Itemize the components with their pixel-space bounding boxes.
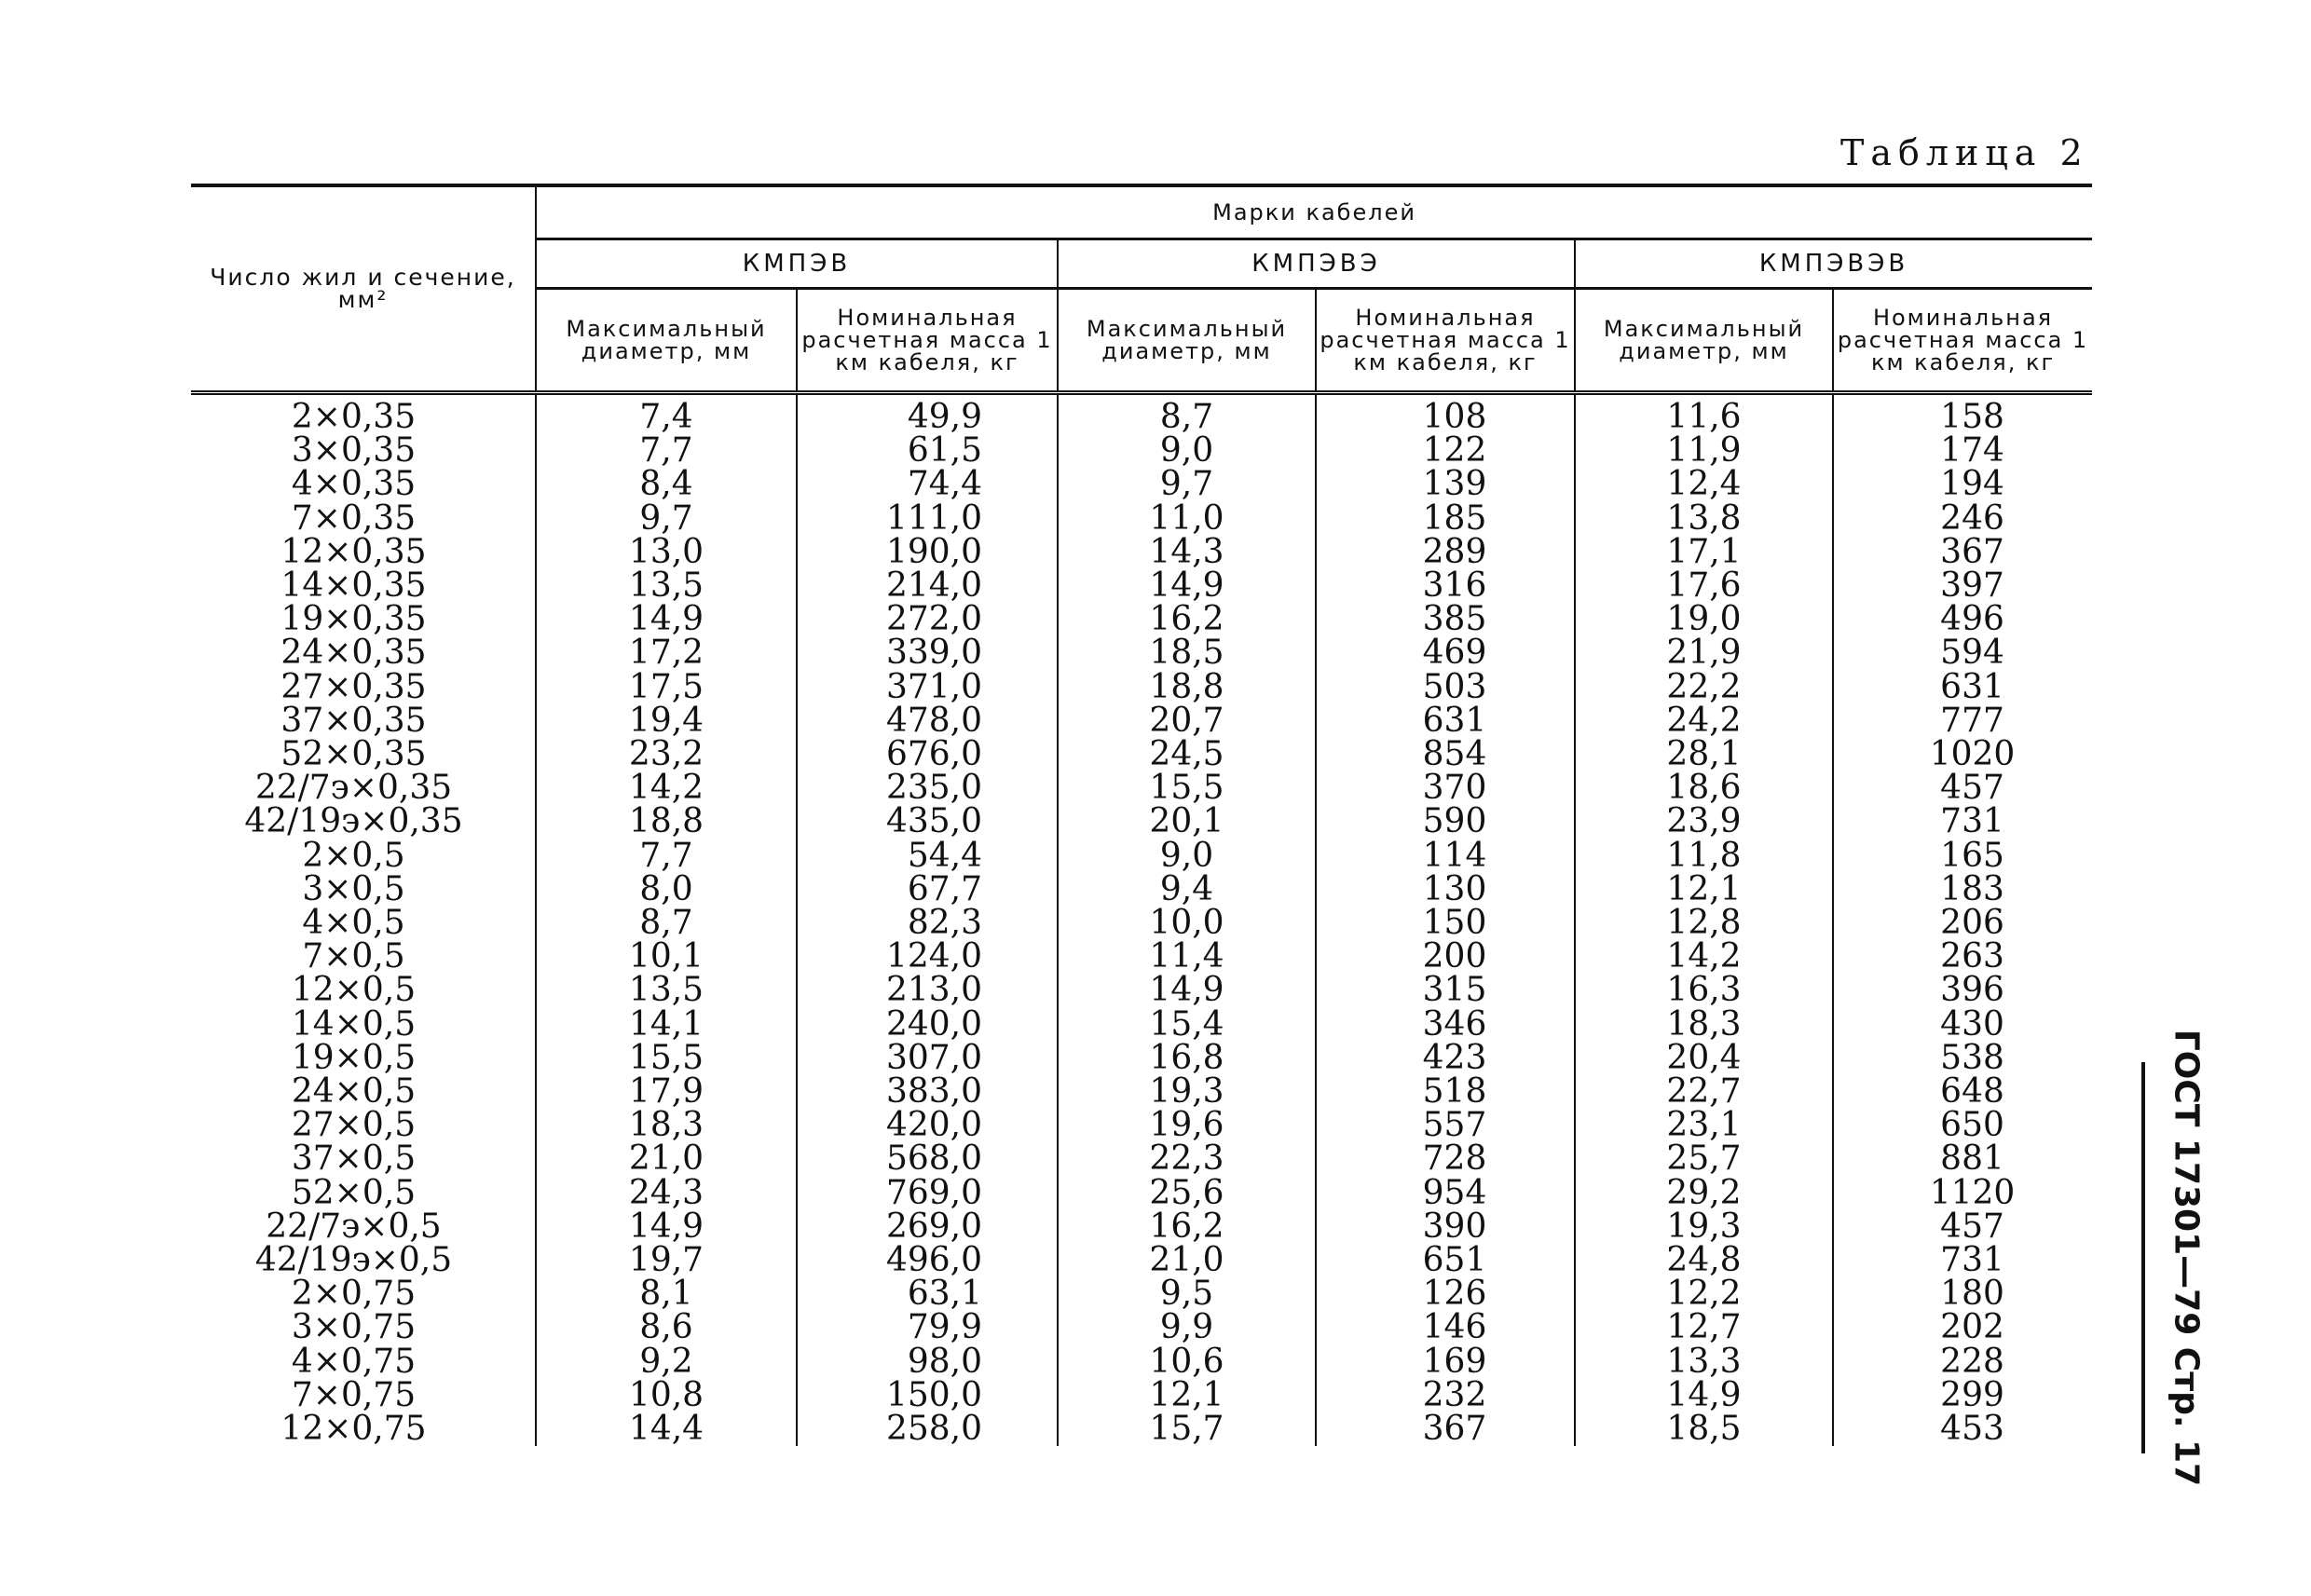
cell-kmpevev-mass: 538 <box>1940 1038 2004 1077</box>
cell-core-section: 27×0,5 <box>191 1109 536 1142</box>
cell-kmpevev-diameter: 11,6 <box>1575 393 1833 435</box>
cell-kmpeve-diameter: 20,1 <box>1058 805 1316 839</box>
cell-core-section: 3×0,5 <box>191 873 536 907</box>
cable-data-table <box>191 184 2092 1449</box>
cell-kmpev-diameter: 14,9 <box>536 1210 797 1244</box>
cell-core-section: 3×0,35 <box>191 434 536 468</box>
table-row <box>191 502 2092 536</box>
cell-kmpeve-diameter: 19,6 <box>1058 1109 1316 1142</box>
cell-core-section: 42/19э×0,5 <box>191 1244 536 1277</box>
cell-core-section: 52×0,35 <box>191 738 536 771</box>
cell-kmpev-mass: 371,0 <box>797 671 1058 704</box>
cell-core-section: 4×0,75 <box>191 1345 536 1379</box>
cell-kmpev-mass: 190,0 <box>797 536 1058 569</box>
cell-kmpeve-mass: 728 <box>1316 1142 1575 1176</box>
cell-kmpeve-diameter: 24,5 <box>1058 738 1316 771</box>
cell-core-section: 4×0,35 <box>191 468 536 501</box>
cell-kmpeve-mass: 590 <box>1316 805 1575 839</box>
cell-kmpevev-diameter: 29,2 <box>1575 1177 1833 1210</box>
cell-kmpeve-diameter: 10,0 <box>1058 907 1316 940</box>
table-row <box>191 873 2092 907</box>
cell-kmpeve-diameter: 14,3 <box>1058 536 1316 569</box>
cell-kmpeve-mass: 232 <box>1316 1379 1575 1412</box>
cell-kmpev-diameter: 17,5 <box>536 671 797 704</box>
cell-kmpev-diameter: 23,2 <box>536 738 797 771</box>
table-row <box>191 1412 2092 1446</box>
cell-core-section: 19×0,35 <box>191 603 536 636</box>
cell-kmpevev-mass: 180 <box>1940 1275 2004 1314</box>
cell-kmpevev-mass: 367 <box>1940 532 2004 571</box>
table-row <box>191 771 2092 805</box>
cell-kmpev-mass: 269,0 <box>797 1210 1058 1244</box>
table-row <box>191 536 2092 569</box>
cell-kmpevev-mass: 731 <box>1940 1241 2004 1280</box>
cell-kmpev-diameter: 14,4 <box>536 1412 797 1446</box>
cell-kmpev-mass: 235,0 <box>797 771 1058 805</box>
cell-kmpevev-diameter: 13,3 <box>1575 1345 1833 1379</box>
header-nominal-mass: Номинальная расчетная масса 1 км кабеля, кг <box>797 289 1058 393</box>
cell-core-section: 24×0,35 <box>191 636 536 670</box>
cell-kmpevev-diameter: 28,1 <box>1575 738 1833 771</box>
cell-kmpev-diameter: 13,5 <box>536 569 797 603</box>
cell-kmpevev-diameter: 14,9 <box>1575 1379 1833 1412</box>
cell-kmpeve-diameter: 11,0 <box>1058 502 1316 536</box>
cell-core-section: 52×0,5 <box>191 1177 536 1210</box>
cell-kmpeve-mass: 518 <box>1316 1075 1575 1109</box>
cell-kmpeve-diameter: 12,1 <box>1058 1379 1316 1412</box>
cell-kmpeve-diameter: 11,4 <box>1058 940 1316 974</box>
cell-core-section: 14×0,35 <box>191 569 536 603</box>
cell-kmpevev-diameter: 19,0 <box>1575 603 1833 636</box>
table-row <box>191 569 2092 603</box>
table-row <box>191 1177 2092 1210</box>
cell-core-section: 27×0,35 <box>191 671 536 704</box>
cell-kmpeve-mass: 146 <box>1316 1311 1575 1344</box>
cell-kmpev-diameter: 9,2 <box>536 1345 797 1379</box>
cell-kmpevev-mass: 1020 <box>1929 735 2016 774</box>
cell-kmpev-diameter: 10,8 <box>536 1379 797 1412</box>
cell-kmpev-diameter: 24,3 <box>536 1177 797 1210</box>
cell-core-section: 4×0,5 <box>191 907 536 940</box>
cell-kmpevev-mass: 228 <box>1940 1342 2004 1381</box>
cell-kmpev-mass: 339,0 <box>797 636 1058 670</box>
cell-core-section: 3×0,75 <box>191 1311 536 1344</box>
cell-kmpeve-mass: 503 <box>1316 671 1575 704</box>
cell-kmpev-mass: 54,4 <box>797 839 1058 873</box>
table-row <box>191 1244 2092 1277</box>
cell-kmpevev-mass: 496 <box>1940 600 2004 639</box>
cell-kmpevev-diameter: 18,6 <box>1575 771 1833 805</box>
cell-kmpev-mass: 272,0 <box>797 603 1058 636</box>
table-row <box>191 603 2092 636</box>
cell-kmpevev-mass: 777 <box>1940 701 2004 740</box>
cell-kmpevev-diameter: 17,1 <box>1575 536 1833 569</box>
cell-core-section: 2×0,35 <box>191 393 536 435</box>
cell-kmpevev-diameter: 18,5 <box>1575 1412 1833 1446</box>
cell-kmpeve-mass: 469 <box>1316 636 1575 670</box>
cell-kmpeve-diameter: 15,5 <box>1058 771 1316 805</box>
cell-kmpeve-mass: 114 <box>1316 839 1575 873</box>
cell-kmpevev-mass: 299 <box>1940 1375 2004 1414</box>
cell-kmpeve-mass: 200 <box>1316 940 1575 974</box>
cell-kmpevev-diameter: 21,9 <box>1575 636 1833 670</box>
cell-core-section: 7×0,35 <box>191 502 536 536</box>
cell-kmpev-diameter: 13,0 <box>536 536 797 569</box>
cell-kmpev-diameter: 18,3 <box>536 1109 797 1142</box>
cell-kmpev-diameter: 15,5 <box>536 1042 797 1075</box>
cell-kmpeve-diameter: 9,9 <box>1058 1311 1316 1344</box>
cell-kmpeve-mass: 130 <box>1316 873 1575 907</box>
cell-kmpev-diameter: 9,7 <box>536 502 797 536</box>
cell-kmpeve-mass: 139 <box>1316 468 1575 501</box>
cell-kmpev-mass: 214,0 <box>797 569 1058 603</box>
cell-kmpevev-mass: 650 <box>1940 1106 2004 1145</box>
cell-kmpev-mass: 420,0 <box>797 1109 1058 1142</box>
table-body <box>191 393 2092 1447</box>
cell-core-section: 12×0,75 <box>191 1412 536 1446</box>
cell-kmpev-mass: 258,0 <box>797 1412 1058 1446</box>
table-row <box>191 1008 2092 1042</box>
cell-core-section: 7×0,75 <box>191 1379 536 1412</box>
cell-kmpevev-diameter: 17,6 <box>1575 569 1833 603</box>
cell-kmpeve-mass: 385 <box>1316 603 1575 636</box>
cell-kmpeve-diameter: 16,2 <box>1058 603 1316 636</box>
cell-kmpeve-diameter: 8,7 <box>1058 393 1316 435</box>
cell-core-section: 24×0,5 <box>191 1075 536 1109</box>
cell-kmpeve-diameter: 19,3 <box>1058 1075 1316 1109</box>
cell-kmpev-mass: 79,9 <box>797 1311 1058 1344</box>
table-caption: Таблица 2 <box>1840 132 2089 173</box>
cell-core-section: 14×0,5 <box>191 1008 536 1042</box>
cell-kmpev-mass: 676,0 <box>797 738 1058 771</box>
cell-kmpeve-mass: 631 <box>1316 704 1575 738</box>
cell-kmpeve-mass: 169 <box>1316 1345 1575 1379</box>
cell-kmpevev-mass: 648 <box>1940 1072 2004 1112</box>
header-nominal-mass: Номинальная расчетная масса 1 км кабеля, кг <box>1316 289 1575 393</box>
cell-kmpevev-mass: 631 <box>1940 667 2004 706</box>
cell-kmpevev-diameter: 25,7 <box>1575 1142 1833 1176</box>
cell-kmpevev-diameter: 12,7 <box>1575 1311 1833 1344</box>
table-row <box>191 1345 2092 1379</box>
table-row <box>191 974 2092 1007</box>
cell-kmpevev-diameter: 16,3 <box>1575 974 1833 1007</box>
cell-kmpevev-diameter: 24,8 <box>1575 1244 1833 1277</box>
cell-kmpev-mass: 49,9 <box>797 393 1058 435</box>
table-row <box>191 1311 2092 1344</box>
cell-core-section: 37×0,5 <box>191 1142 536 1176</box>
cell-kmpev-mass: 67,7 <box>797 873 1058 907</box>
table-row <box>191 1142 2092 1176</box>
cell-kmpev-diameter: 17,9 <box>536 1075 797 1109</box>
cell-kmpevev-diameter: 22,2 <box>1575 671 1833 704</box>
cell-kmpevev-mass: 1120 <box>1929 1173 2016 1212</box>
cell-kmpevev-diameter: 14,2 <box>1575 940 1833 974</box>
cell-kmpevev-mass: 881 <box>1940 1139 2004 1179</box>
cell-kmpev-mass: 568,0 <box>797 1142 1058 1176</box>
cell-kmpeve-diameter: 18,8 <box>1058 671 1316 704</box>
cell-kmpev-diameter: 19,7 <box>536 1244 797 1277</box>
table-row <box>191 1210 2092 1244</box>
table-row <box>191 1042 2092 1075</box>
cell-kmpev-diameter: 8,7 <box>536 907 797 940</box>
cell-kmpev-diameter: 8,0 <box>536 873 797 907</box>
cell-kmpev-mass: 82,3 <box>797 907 1058 940</box>
cell-kmpeve-diameter: 9,7 <box>1058 468 1316 501</box>
cell-kmpev-mass: 63,1 <box>797 1277 1058 1311</box>
cell-kmpeve-mass: 651 <box>1316 1244 1575 1277</box>
cell-kmpeve-mass: 185 <box>1316 502 1575 536</box>
cell-kmpeve-diameter: 9,5 <box>1058 1277 1316 1311</box>
table-row <box>191 704 2092 738</box>
cell-kmpeve-mass: 954 <box>1316 1177 1575 1210</box>
cell-kmpeve-mass: 150 <box>1316 907 1575 940</box>
table-row <box>191 1109 2092 1142</box>
cell-kmpev-diameter: 8,1 <box>536 1277 797 1311</box>
header-brand-kmpevev: КМПЭВЭВ <box>1575 239 2092 289</box>
cell-kmpev-mass: 478,0 <box>797 704 1058 738</box>
cell-kmpeve-mass: 390 <box>1316 1210 1575 1244</box>
table-row <box>191 940 2092 974</box>
cell-kmpev-diameter: 7,4 <box>536 393 797 435</box>
gost-page-label: ГОСТ 17301—79 Стр. 17 <box>2167 1029 2206 1487</box>
cell-core-section: 12×0,5 <box>191 974 536 1007</box>
table-row <box>191 839 2092 873</box>
cell-kmpevev-diameter: 12,4 <box>1575 468 1833 501</box>
cell-core-section: 2×0,75 <box>191 1277 536 1311</box>
cell-core-section: 19×0,5 <box>191 1042 536 1075</box>
cell-kmpev-mass: 124,0 <box>797 940 1058 974</box>
cell-kmpeve-mass: 557 <box>1316 1109 1575 1142</box>
cell-core-section: 2×0,5 <box>191 839 536 873</box>
header-nominal-mass: Номинальная расчетная масса 1 км кабеля, кг <box>1833 289 2092 393</box>
table-row <box>191 671 2092 704</box>
cell-kmpevev-diameter: 23,9 <box>1575 805 1833 839</box>
cell-kmpevev-diameter: 12,1 <box>1575 873 1833 907</box>
cell-kmpeve-diameter: 9,0 <box>1058 434 1316 468</box>
header-max-diameter: Максимальный диаметр, мм <box>1575 289 1833 393</box>
cell-kmpev-mass: 769,0 <box>797 1177 1058 1210</box>
cell-core-section: 12×0,35 <box>191 536 536 569</box>
cell-kmpev-diameter: 7,7 <box>536 839 797 873</box>
cell-kmpev-mass: 307,0 <box>797 1042 1058 1075</box>
cell-kmpev-diameter: 17,2 <box>536 636 797 670</box>
cell-kmpeve-mass: 370 <box>1316 771 1575 805</box>
cell-kmpev-mass: 213,0 <box>797 974 1058 1007</box>
cell-kmpevev-mass: 731 <box>1940 802 2004 841</box>
cell-kmpeve-diameter: 16,2 <box>1058 1210 1316 1244</box>
cell-core-section: 22/7э×0,5 <box>191 1210 536 1244</box>
cell-kmpeve-mass: 108 <box>1316 393 1575 435</box>
cell-kmpevev-mass: 174 <box>1940 431 2004 471</box>
cell-kmpevev-diameter: 18,3 <box>1575 1008 1833 1042</box>
cell-kmpeve-diameter: 10,6 <box>1058 1345 1316 1379</box>
cell-kmpeve-mass: 346 <box>1316 1008 1575 1042</box>
cell-kmpev-diameter: 19,4 <box>536 704 797 738</box>
table-header <box>191 185 2092 393</box>
cell-kmpev-mass: 61,5 <box>797 434 1058 468</box>
cell-kmpevev-mass: 246 <box>1940 498 2004 538</box>
cell-kmpev-mass: 383,0 <box>797 1075 1058 1109</box>
cell-kmpev-diameter: 13,5 <box>536 974 797 1007</box>
header-brand-kmpeve: КМПЭВЭ <box>1058 239 1575 289</box>
cell-kmpev-diameter: 8,4 <box>536 468 797 501</box>
cell-kmpev-diameter: 18,8 <box>536 805 797 839</box>
cell-kmpevev-mass: 594 <box>1940 634 2004 673</box>
cell-kmpeve-diameter: 22,3 <box>1058 1142 1316 1176</box>
header-max-diameter: Максимальный диаметр, мм <box>1058 289 1316 393</box>
cell-kmpevev-mass: 202 <box>1940 1308 2004 1347</box>
cell-kmpevev-diameter: 11,9 <box>1575 434 1833 468</box>
cell-kmpevev-mass: 194 <box>1940 465 2004 504</box>
cell-kmpevev-diameter: 23,1 <box>1575 1109 1833 1142</box>
cell-core-section: 42/19э×0,35 <box>191 805 536 839</box>
cell-kmpeve-diameter: 15,7 <box>1058 1412 1316 1446</box>
cell-kmpevev-mass: 158 <box>1940 398 2004 436</box>
cell-kmpevev-mass: 165 <box>1940 836 2004 875</box>
header-brand-kmpev: КМПЭВ <box>536 239 1058 289</box>
cell-kmpevev-mass: 430 <box>1940 1004 2004 1044</box>
cell-kmpev-mass: 111,0 <box>797 502 1058 536</box>
cell-kmpev-mass: 435,0 <box>797 805 1058 839</box>
table-row <box>191 434 2092 468</box>
cell-kmpevev-diameter: 12,2 <box>1575 1277 1833 1311</box>
cell-core-section: 22/7э×0,35 <box>191 771 536 805</box>
header-max-diameter: Максимальный диаметр, мм <box>536 289 797 393</box>
cell-kmpevev-mass: 457 <box>1940 769 2004 808</box>
header-core-count: Число жил и сечение, мм² <box>191 185 536 393</box>
cell-kmpeve-mass: 367 <box>1316 1412 1575 1446</box>
cell-kmpeve-mass: 289 <box>1316 536 1575 569</box>
cell-kmpevev-diameter: 13,8 <box>1575 502 1833 536</box>
table-row <box>191 636 2092 670</box>
cell-kmpev-diameter: 14,1 <box>536 1008 797 1042</box>
cell-kmpev-diameter: 10,1 <box>536 940 797 974</box>
table-row <box>191 393 2092 435</box>
cell-kmpevev-mass: 396 <box>1940 971 2004 1010</box>
cell-kmpevev-mass: 453 <box>1940 1410 2004 1449</box>
cell-kmpeve-diameter: 9,0 <box>1058 839 1316 873</box>
cell-kmpeve-diameter: 21,0 <box>1058 1244 1316 1277</box>
header-cable-marks: Марки кабелей <box>536 185 2092 239</box>
cell-kmpev-mass: 496,0 <box>797 1244 1058 1277</box>
cell-kmpevev-mass: 183 <box>1940 869 2004 908</box>
cell-kmpeve-diameter: 9,4 <box>1058 873 1316 907</box>
table-row <box>191 1075 2092 1109</box>
table-row <box>191 738 2092 771</box>
cell-kmpev-diameter: 21,0 <box>536 1142 797 1176</box>
cell-kmpeve-mass: 122 <box>1316 434 1575 468</box>
table-row <box>191 805 2092 839</box>
cell-kmpeve-mass: 316 <box>1316 569 1575 603</box>
cell-kmpev-diameter: 8,6 <box>536 1311 797 1344</box>
table-row <box>191 907 2092 940</box>
cell-kmpevev-diameter: 12,8 <box>1575 907 1833 940</box>
cell-kmpeve-mass: 126 <box>1316 1277 1575 1311</box>
cell-kmpevev-diameter: 11,8 <box>1575 839 1833 873</box>
cell-kmpevev-diameter: 22,7 <box>1575 1075 1833 1109</box>
cell-kmpevev-diameter: 19,3 <box>1575 1210 1833 1244</box>
cell-kmpev-mass: 150,0 <box>797 1379 1058 1412</box>
cell-kmpev-diameter: 14,9 <box>536 603 797 636</box>
cell-kmpevev-mass: 206 <box>1940 904 2004 943</box>
cell-kmpev-mass: 74,4 <box>797 468 1058 501</box>
table-row <box>191 468 2092 501</box>
table-row <box>191 1379 2092 1412</box>
cell-kmpevev-diameter: 24,2 <box>1575 704 1833 738</box>
cell-kmpev-diameter: 7,7 <box>536 434 797 468</box>
cell-kmpeve-mass: 854 <box>1316 738 1575 771</box>
cell-kmpevev-mass: 457 <box>1940 1207 2004 1246</box>
cell-kmpeve-mass: 423 <box>1316 1042 1575 1075</box>
cell-kmpeve-diameter: 14,9 <box>1058 974 1316 1007</box>
cell-core-section: 7×0,5 <box>191 940 536 974</box>
cell-kmpevev-mass: 397 <box>1940 566 2004 606</box>
cell-kmpevev-mass: 263 <box>1940 937 2004 976</box>
cell-kmpev-mass: 98,0 <box>797 1345 1058 1379</box>
cell-core-section: 37×0,35 <box>191 704 536 738</box>
table-row <box>191 1277 2092 1311</box>
cell-kmpeve-diameter: 16,8 <box>1058 1042 1316 1075</box>
cell-kmpeve-diameter: 25,6 <box>1058 1177 1316 1210</box>
cell-kmpev-diameter: 14,2 <box>536 771 797 805</box>
cell-kmpeve-diameter: 20,7 <box>1058 704 1316 738</box>
cell-kmpeve-diameter: 15,4 <box>1058 1008 1316 1042</box>
cell-kmpev-mass: 240,0 <box>797 1008 1058 1042</box>
cell-kmpevev-diameter: 20,4 <box>1575 1042 1833 1075</box>
cell-kmpeve-mass: 315 <box>1316 974 1575 1007</box>
cell-kmpeve-diameter: 18,5 <box>1058 636 1316 670</box>
cell-kmpeve-diameter: 14,9 <box>1058 569 1316 603</box>
